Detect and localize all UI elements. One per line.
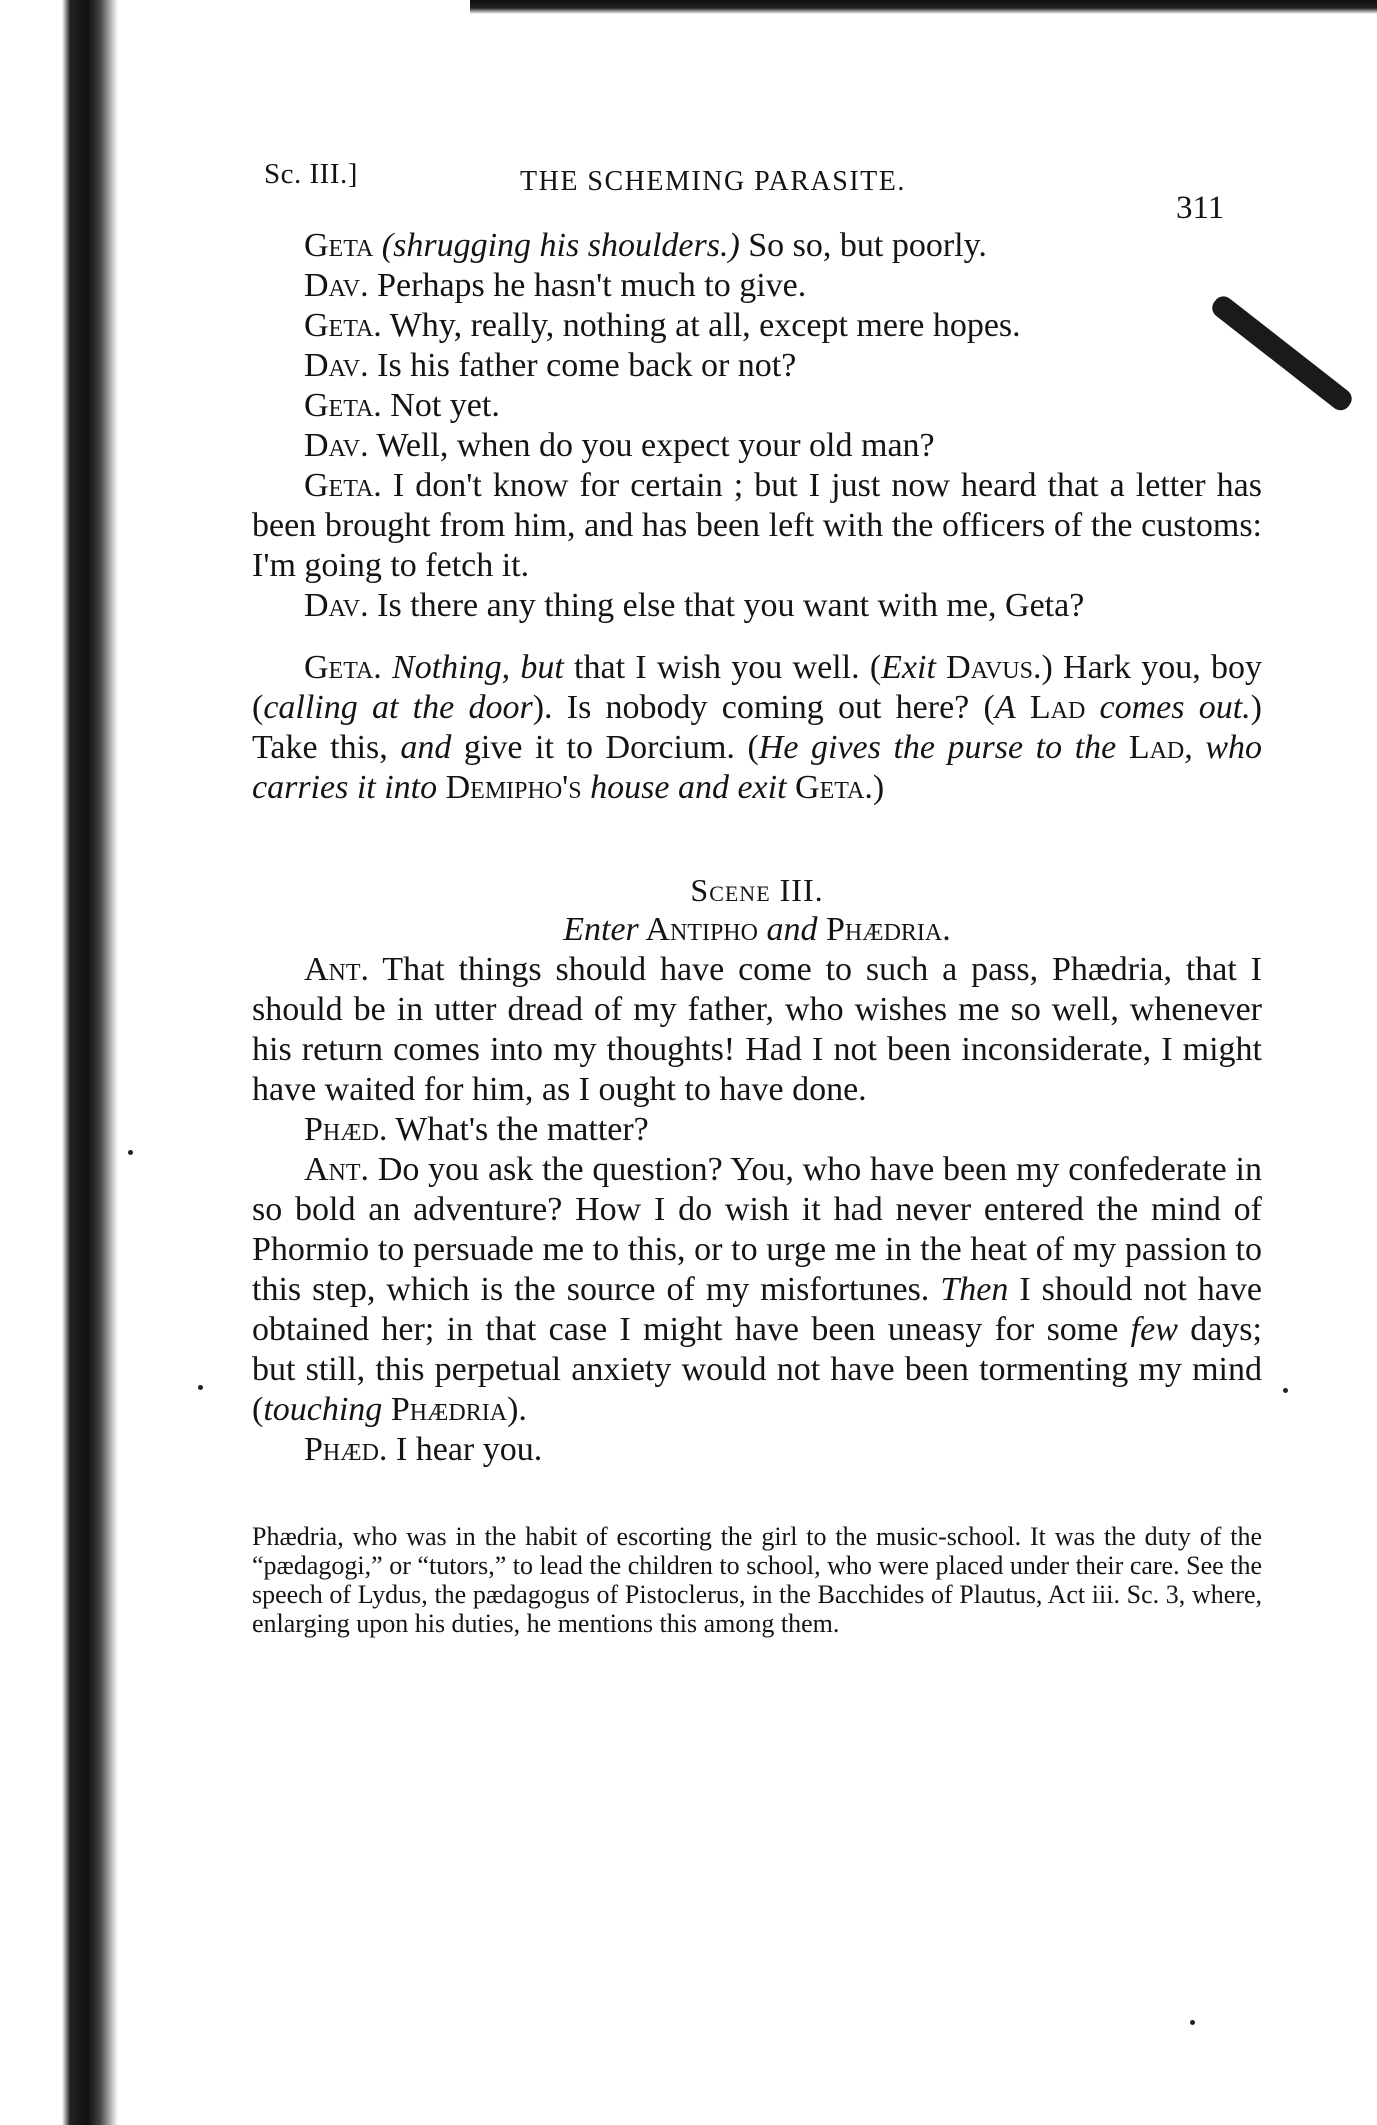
speck [198,1385,203,1390]
character-name: Phædria [382,1391,508,1428]
speaker-label: Dav. [304,267,369,304]
running-head: Sc. III.] [264,158,358,190]
speaker-label: Phæd. [304,1431,388,1468]
speaker-label: Dav. [304,587,369,624]
character-name: Antipho [638,911,758,948]
dialogue-text: that I wish you well. ( [563,649,882,686]
speaker-label: Ant. [304,951,370,988]
dialogue-line [252,346,1262,386]
dialogue-line [252,1150,1262,1430]
stage-direction: touching [263,1391,383,1428]
dialogue-line [252,426,1262,466]
dialogue-text: and [400,729,452,766]
speaker-label: Geta [304,227,374,264]
dialogue-line [252,386,1262,426]
dialogue-text: few [1130,1311,1178,1348]
speaker-label: Dav. [304,427,369,464]
binding-shadow [0,0,130,2125]
stage-direction: Enter [563,911,639,948]
speaker-label: Geta. [304,649,382,686]
stage-direction: , who carries it into [252,729,1263,806]
stage-direction: A [994,689,1016,726]
speaker-label: Phæd. [304,1111,388,1148]
dialogue-text: ). [507,1391,527,1428]
dialogue-text: Is his father come back or not? [368,347,797,384]
character-name: Geta [786,769,865,806]
dialogue-text: So so, but poorly. [739,227,987,264]
character-name: Demipho's [437,769,582,806]
speaker-label: Ant. [304,1151,370,1188]
dialogue-line [252,226,1262,266]
footnote: Phædria, who was in the habit of escorting the girl to the music-school. It was the duty of the “pædagogi,” or “tutors,” to lead the children to school, who were placed under their care. See the speech of Lydus, the pædagogus of Pistoclerus, in the Bacchides of Plautus, Act iii. Sc. 3, where, enlarging upon his duties, he mentions this among them. [252,1522,1262,1638]
stage-direction: and [757,911,818,948]
dialogue-line [252,266,1262,306]
dialogue-line [252,648,1262,808]
body-text [252,226,1262,1638]
dialogue-text: Well, when do you expect your old man? [368,427,935,464]
dialogue-text: Nothing, but [381,649,564,686]
dialogue-text: ). Is nobody coming out here? ( [532,689,995,726]
character-name: Davus [935,649,1033,686]
page-title: THE SCHEMING PARASITE. [520,166,906,197]
dialogue-text: days; but still, this perpetual anxiety would not have been tormenting my mind ( [252,1311,1262,1428]
punctuation: . [942,911,951,948]
speck [1283,1388,1288,1393]
dialogue-text: ) Take this, [252,689,1262,766]
stage-direction: He gives the purse to the [758,729,1117,766]
speaker-label: Geta. [304,467,382,504]
stage-direction: (shrugging his shoulders.) [381,227,740,264]
speaker-label: Dav. [304,347,369,384]
speck [128,1150,133,1155]
page-header [250,158,1270,226]
dialogue-text: .) [864,769,885,806]
dialogue-text: That things should have come to such a pass, Phædria, that I should be in utter dread of my father, who wishes me so well, whenever his return comes into my thoughts! Had I not been inconsiderate, I might have waited for him, as I ought to have done. [252,951,1262,1108]
scene-number: III. [770,872,824,908]
stage-direction: comes out. [1085,689,1251,726]
dialogue-line [252,1430,1262,1470]
speck [1190,2020,1195,2025]
dialogue-line [252,1110,1262,1150]
scene-heading [252,870,1262,910]
dialogue-text: What's the matter? [387,1111,649,1148]
speaker-label: Geta. [304,387,382,424]
stage-direction: Exit [881,649,936,686]
dialogue-text: .) Hark you, boy ( [252,649,1262,726]
dialogue-text: Why, really, nothing at all, except mere hopes. [381,307,1021,344]
page-number: 311 [1176,190,1225,226]
dialogue-text: I hear you. [387,1431,543,1468]
scene-label: Scene [690,872,771,908]
dialogue-text: Then [940,1271,1009,1308]
scene-entrance [252,910,1262,950]
dialogue-line [252,466,1262,586]
speaker-label: Geta. [304,307,382,344]
dialogue-text: Is there any thing else that you want with me, Geta? [368,587,1085,624]
character-name: Lad [1015,689,1086,726]
dialogue-text: Not yet. [381,387,500,424]
spacer [252,1470,1262,1522]
character-name: Phædria [817,911,943,948]
dialogue-text: give it to Dorcium. ( [451,729,759,766]
dialogue-text: I don't know for certain ; but I just now heard that a letter has been brought from him, and has been left with the officers of the customs: I'm going to fetch it. [252,467,1262,584]
dialogue-line [252,306,1262,346]
dialogue-line [252,586,1262,626]
stage-direction: calling at the door [263,689,533,726]
top-edge-shadow [470,0,1377,14]
dialogue-text: I should not have obtained her; in that case I might have been uneasy for some [252,1271,1262,1348]
dialogue-text: Do you ask the question? You, who have been my confederate in so bold an adventure? How I do wish it had never entered the mind of Phormio to persuade me to this, or to urge me in the heat of my passion to this step, which is the source of my misfortunes. [252,1151,1262,1308]
dialogue-line [252,950,1262,1110]
character-name: Lad [1116,729,1185,766]
dialogue-text: Perhaps he hasn't much to give. [368,267,807,304]
spacer [252,808,1262,870]
stage-direction: house and exit [581,769,787,806]
